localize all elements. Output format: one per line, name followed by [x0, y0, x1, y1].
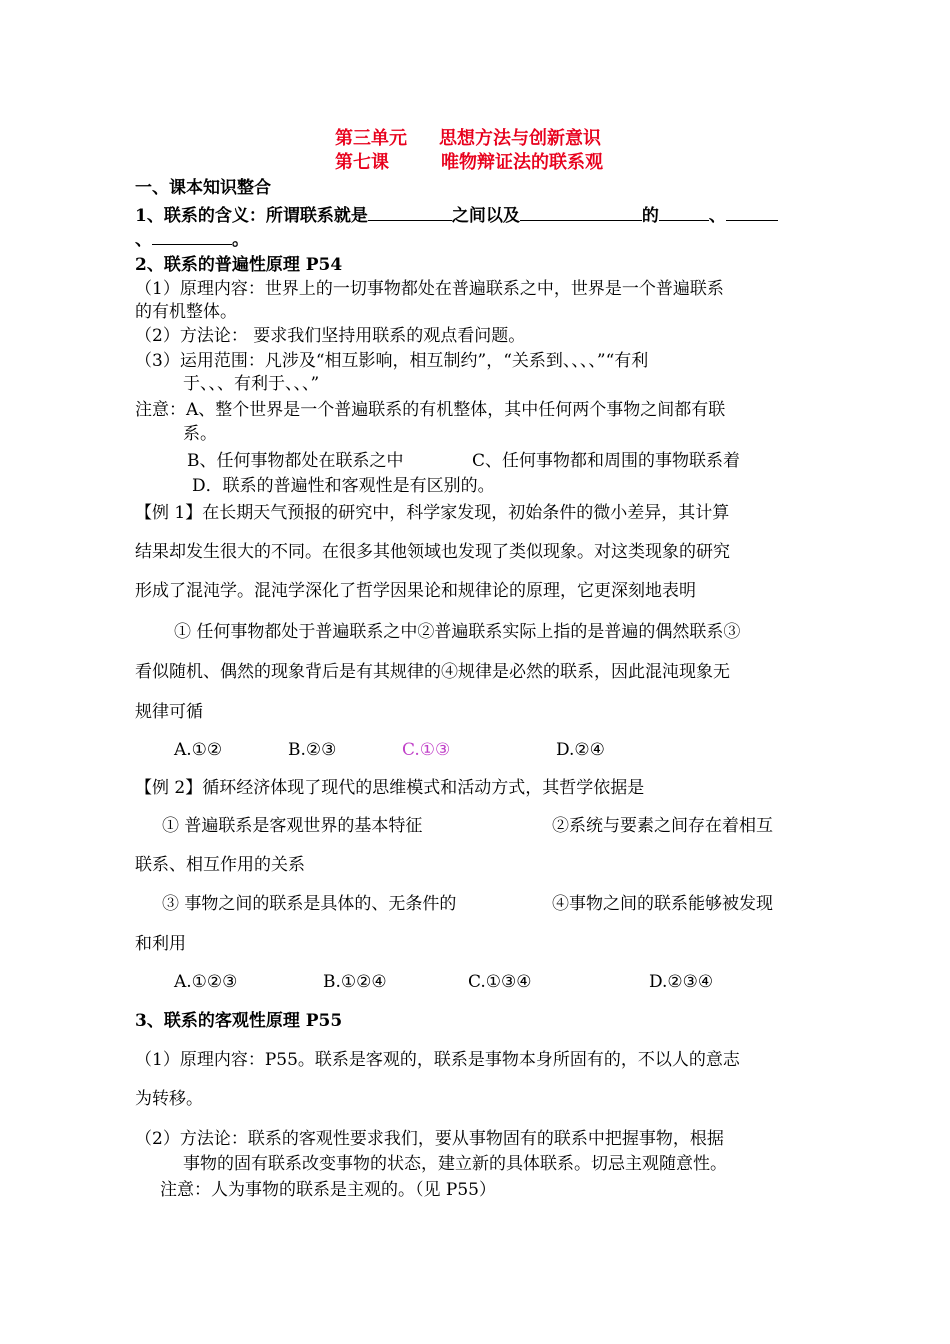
example1-line-3: 形成了混沌学。混沌学深化了哲学因果论和规律论的原理，它更深刻地表明	[135, 581, 696, 601]
lesson-label: 第七课	[335, 152, 389, 173]
blank-5[interactable]	[152, 228, 232, 245]
example2-statement-2: ②系统与要素之间存在着相互	[552, 816, 773, 836]
item2-note-a-1: 注意：A、整个世界是一个普遍联系的有机整体，其中任何两个事物之间都有联	[135, 400, 726, 420]
unit-title	[335, 128, 601, 150]
example1-option-b[interactable]: B.②③	[288, 740, 337, 760]
example2-option-a[interactable]: A.①②③	[174, 972, 238, 992]
example1-line-6: 规律可循	[135, 702, 203, 722]
definition-lead: 1、联系的含义：所谓联系就是	[135, 206, 368, 226]
section-heading: 一、课本知识整合	[135, 178, 271, 198]
example2-option-b[interactable]: B.①②④	[323, 972, 387, 992]
lesson-topic: 唯物辩证法的联系观	[441, 152, 603, 173]
item2-note-d: D．联系的普遍性和客观性是有区别的。	[192, 476, 495, 496]
blank-3[interactable]	[659, 204, 709, 221]
blank-1[interactable]	[368, 204, 452, 221]
item2-scope-1: （3）运用范围：凡涉及“相互影响，相互制约”，“关系到、、、、”“有利	[135, 351, 649, 371]
unit-topic: 思想方法与创新意识	[439, 128, 601, 149]
item3-heading: 3、联系的客观性原理 P55	[135, 1011, 343, 1031]
definition-sep2: 、	[135, 230, 152, 250]
item3-note: 注意：人为事物的联系是主观的。（见 P55）	[160, 1180, 496, 1200]
item3-method-2: 事物的固有联系改变事物的状态，建立新的具体联系。切忌主观随意性。	[183, 1154, 727, 1174]
item2-principle-1: （1）原理内容：世界上的一切事物都处在普遍联系之中，世界是一个普遍联系	[135, 279, 724, 299]
definition-line-2	[135, 228, 249, 251]
example1-line-1: 【例 1】在长期天气预报的研究中，科学家发现，初始条件的微小差异，其计算	[135, 503, 730, 523]
blank-4[interactable]	[726, 204, 778, 221]
example2-line-1: 【例 2】循环经济体现了现代的思维模式和活动方式，其哲学依据是	[135, 778, 645, 798]
example2-statement-4: ④事物之间的联系能够被发现	[552, 894, 773, 914]
item3-principle-2: 为转移。	[135, 1089, 203, 1109]
example1-line-5: 看似随机、偶然的现象背后是有其规律的④规律是必然的联系，因此混沌现象无	[135, 662, 730, 682]
definition-line	[135, 204, 778, 227]
definition-sep: 、	[708, 206, 726, 226]
item2-method: （2）方法论： 要求我们坚持用联系的观点看问题。	[135, 326, 526, 346]
item2-note-c: C、任何事物都和周围的事物联系着	[472, 451, 741, 471]
item2-scope-2: 于、、、有利于、、、”	[183, 374, 320, 394]
item2-note-a-2: 系。	[183, 424, 217, 444]
example1-option-c[interactable]: C.①③	[402, 740, 451, 760]
unit-label: 第三单元	[335, 128, 407, 149]
item2-principle-2: 的有机整体。	[135, 302, 237, 322]
item2-note-b: B、任何事物都处在联系之中	[187, 451, 404, 471]
example1-line-4: ① 任何事物都处于普遍联系之中②普遍联系实际上指的是普遍的偶然联系③	[174, 622, 741, 642]
example1-option-d[interactable]: D.②④	[556, 740, 605, 760]
example2-statement-2-cont: 联系、相互作用的关系	[135, 855, 305, 875]
example2-statement-1: ① 普遍联系是客观世界的基本特征	[162, 816, 423, 836]
example1-option-a[interactable]: A.①②	[174, 740, 223, 760]
definition-mid: 之间以及	[451, 206, 520, 226]
blank-2[interactable]	[520, 204, 642, 221]
example2-statement-4-cont: 和利用	[135, 934, 186, 954]
example2-option-c[interactable]: C.①③④	[468, 972, 532, 992]
item2-heading: 2、联系的普遍性原理 P54	[135, 255, 343, 275]
example2-option-d[interactable]: D.②③④	[649, 972, 714, 992]
item3-method-1: （2）方法论：联系的客观性要求我们，要从事物固有的联系中把握事物，根据	[135, 1129, 724, 1149]
example1-line-2: 结果却发生很大的不同。在很多其他领域也发现了类似现象。对这类现象的研究	[135, 542, 730, 562]
example2-statement-3: ③ 事物之间的联系是具体的、无条件的	[162, 894, 457, 914]
definition-end: 。	[232, 230, 249, 250]
lesson-title	[335, 152, 603, 174]
definition-de: 的	[641, 206, 659, 226]
item3-principle-1: （1）原理内容：P55。联系是客观的，联系是事物本身所固有的，不以人的意志	[135, 1050, 740, 1070]
